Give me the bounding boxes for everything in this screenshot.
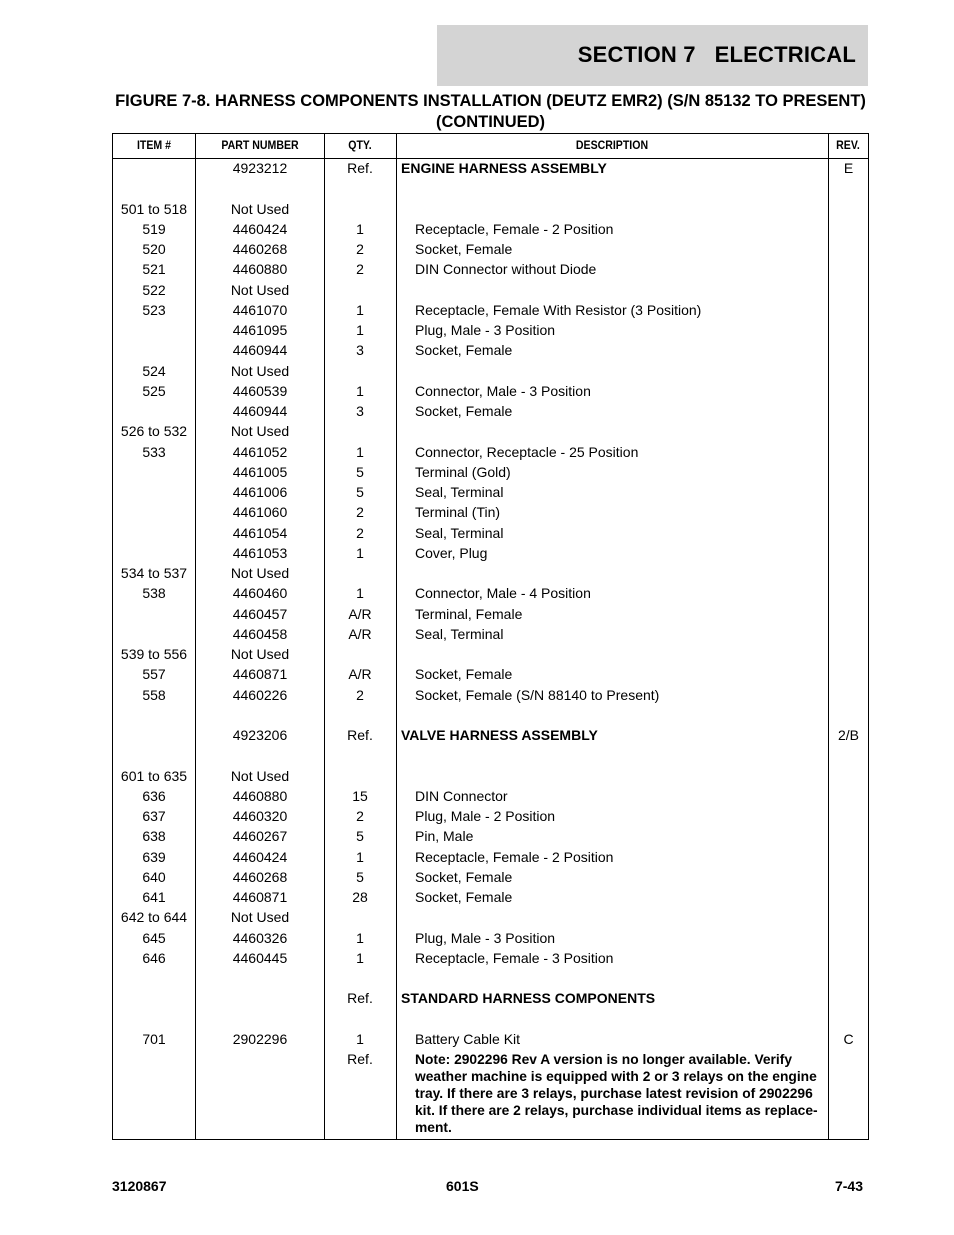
description-cell: Socket, Female: [415, 342, 513, 359]
part-number-cell: 4460226: [232, 686, 288, 703]
part-number-cell: 4461054: [232, 524, 288, 541]
part-number-cell: 4460267: [232, 828, 288, 845]
table-row: [113, 604, 868, 624]
description-cell: Terminal (Tin): [415, 504, 501, 521]
quantity-cell: 1: [356, 544, 364, 561]
table-row: [113, 523, 868, 543]
document-number: 3120867: [112, 1178, 167, 1194]
table-row: [113, 502, 868, 522]
item-number-cell: 636: [142, 787, 166, 804]
item-number-cell: 601 to 635: [120, 767, 188, 784]
quantity-cell: 1: [356, 585, 364, 602]
item-number-cell: 520: [142, 241, 166, 257]
part-number-cell: 4461070: [232, 301, 288, 318]
table-row: [113, 907, 868, 927]
part-number-cell: 2902296: [232, 1030, 288, 1047]
part-number-cell: Not Used: [230, 362, 290, 379]
description-cell: Plug, Male - 3 Position: [415, 322, 556, 338]
description-cell: Seal, Terminal: [415, 524, 504, 541]
part-number-cell: Not Used: [230, 909, 290, 926]
quantity-cell: 2: [356, 504, 364, 521]
quantity-cell: 28: [352, 889, 368, 905]
description-cell: Receptacle, Female - 3 Position: [415, 949, 614, 966]
description-cell: Connector, Receptacle - 25 Position: [415, 443, 639, 460]
table-row: [113, 583, 868, 603]
part-number-cell: 4461095: [232, 322, 288, 338]
description-cell: Pin, Male: [415, 828, 474, 845]
quantity-cell: Ref.: [347, 727, 373, 743]
quantity-cell: Ref.: [347, 990, 373, 1007]
quantity-cell: 1: [356, 848, 364, 865]
page-number: 7-43: [834, 1178, 863, 1194]
item-number-cell: 539 to 556: [120, 646, 188, 662]
part-number-cell: 4460458: [232, 625, 288, 642]
table-row: [113, 867, 868, 887]
part-number-cell: 4460268: [232, 241, 288, 257]
part-number-cell: 4460871: [232, 666, 288, 683]
blank-row: [113, 1009, 868, 1029]
part-number-cell: 4460460: [232, 585, 288, 602]
table-row: [113, 259, 868, 279]
quantity-cell: 1: [356, 1030, 364, 1047]
table-row: [113, 280, 868, 300]
part-number-cell: 4460871: [232, 889, 288, 905]
quantity-cell: 2: [356, 686, 364, 703]
part-number-cell: 4460944: [232, 403, 288, 419]
header-description: DESCRIPTION: [575, 138, 649, 152]
quantity-cell: 5: [356, 484, 364, 500]
blank-row: [113, 745, 868, 765]
part-number-cell: Not Used: [230, 281, 290, 298]
quantity-cell: 3: [356, 403, 364, 419]
part-number-cell: 4460424: [232, 848, 288, 865]
item-number-cell: 538: [142, 585, 166, 602]
part-number-cell: 4460944: [232, 342, 288, 359]
table-row: [113, 644, 868, 664]
table-body: [113, 158, 868, 1135]
item-number-cell: 646: [142, 949, 166, 966]
description-cell: Receptacle, Female - 2 Position: [415, 848, 614, 865]
description-cell: Seal, Terminal: [415, 625, 504, 642]
table-row: [113, 806, 868, 826]
quantity-cell: 1: [356, 220, 364, 237]
header-rev: REV.: [836, 138, 860, 152]
part-number-cell: 4923206: [232, 727, 288, 743]
blank-row: [113, 705, 868, 725]
section-header-box: [437, 25, 868, 86]
item-number-cell: 524: [142, 362, 166, 379]
quantity-cell: 1: [356, 322, 364, 338]
item-number-cell: 640: [142, 868, 166, 885]
item-number-cell: 701: [142, 1030, 166, 1047]
part-number-cell: Not Used: [230, 423, 290, 440]
part-number-cell: 4460326: [232, 929, 288, 946]
table-row: [113, 887, 868, 907]
description-cell: Connector, Male - 3 Position: [415, 382, 591, 399]
item-number-cell: 533: [142, 443, 166, 460]
header-item: ITEM #: [136, 138, 172, 152]
part-number-cell: Not Used: [230, 565, 290, 581]
quantity-cell: 1: [356, 382, 364, 399]
part-number-cell: Not Used: [230, 767, 290, 784]
revision-cell: 2/B: [837, 727, 859, 743]
table-row: [113, 300, 868, 320]
table-row: [113, 421, 868, 441]
quantity-cell: 1: [356, 929, 364, 946]
table-row: [113, 624, 868, 644]
quantity-cell: 1: [356, 443, 364, 460]
part-number-cell: 4461052: [232, 443, 288, 460]
part-number-cell: Not Used: [230, 200, 290, 217]
table-row: [113, 685, 868, 705]
description-cell: Socket, Female: [415, 868, 513, 885]
table-row: [113, 948, 868, 968]
header-qty: QTY.: [348, 138, 372, 152]
part-number-cell: 4460320: [232, 808, 288, 824]
table-row: [113, 158, 868, 178]
table-row: [113, 725, 868, 745]
description-cell: Socket, Female (S/N 88140 to Present): [415, 686, 660, 703]
description-cell: Socket, Female: [415, 889, 513, 905]
table-row: [113, 786, 868, 806]
item-number-cell: 641: [142, 889, 166, 905]
description-cell: Connector, Male - 4 Position: [415, 585, 591, 602]
section-title: SECTION 7 ELECTRICAL: [577, 42, 856, 67]
item-number-cell: 558: [142, 686, 166, 703]
quantity-cell: Ref.: [347, 160, 373, 176]
item-number-cell: 645: [142, 929, 166, 946]
revision-cell: E: [843, 160, 854, 176]
quantity-cell: 15: [352, 787, 368, 804]
quantity-cell: A/R: [348, 605, 372, 622]
description-cell: Plug, Male - 3 Position: [415, 929, 556, 946]
table-row: [113, 1029, 868, 1049]
part-number-cell: 4460539: [232, 382, 288, 399]
description-cell: STANDARD HARNESS COMPONENTS: [401, 990, 656, 1007]
table-row: [113, 381, 868, 401]
quantity-cell: 2: [356, 241, 364, 257]
quantity-cell: A/R: [348, 666, 372, 683]
blank-row: [113, 968, 868, 988]
item-number-cell: 519: [142, 220, 166, 237]
table-row: [113, 462, 868, 482]
item-number-cell: 526 to 532: [120, 423, 188, 440]
description-cell: Terminal (Gold): [415, 463, 511, 480]
table-row: [113, 664, 868, 684]
table-row: [113, 563, 868, 583]
table-row: [113, 361, 868, 381]
description-cell: DIN Connector: [415, 787, 508, 804]
description-cell: Cover, Plug: [415, 544, 488, 561]
item-number-cell: 521: [142, 261, 166, 278]
description-cell: VALVE HARNESS ASSEMBLY: [401, 727, 598, 743]
item-number-cell: 501 to 518: [120, 200, 188, 217]
revision-cell: C: [843, 1030, 854, 1047]
table-row: [113, 239, 868, 259]
item-number-cell: 523: [142, 301, 166, 318]
table-row: [113, 826, 868, 846]
item-number-cell: 534 to 537: [120, 565, 188, 581]
table-row: [113, 199, 868, 219]
item-number-cell: 525: [142, 382, 166, 399]
note-text: Note: 2902296 Rev A version is no longer available. Verify weather machine is equipped with 2 or 3 relays on the engine tray. If there are 3 relays, purchase latest revision of 2902296 kit. If there are 2 relays, purchase individual items as replace-ment.: [415, 1052, 818, 1135]
item-number-cell: 637: [142, 808, 166, 824]
description-cell: DIN Connector without Diode: [415, 261, 597, 278]
part-number-cell: 4461053: [232, 544, 288, 561]
part-number-cell: 4460880: [232, 261, 288, 278]
table-row: [113, 482, 868, 502]
quantity-cell: 5: [356, 828, 364, 845]
part-number-cell: 4460424: [232, 220, 288, 237]
description-cell: Receptacle, Female - 2 Position: [415, 220, 614, 237]
quantity-cell: Ref.: [347, 1051, 373, 1067]
table-row: [113, 988, 868, 1008]
description-cell: Socket, Female: [415, 666, 513, 683]
table-row: [113, 442, 868, 462]
description-cell: Battery Cable Kit: [415, 1030, 521, 1047]
description-cell: Terminal, Female: [415, 605, 523, 622]
part-number-cell: 4461006: [232, 484, 288, 500]
description-cell: Seal, Terminal: [415, 484, 504, 500]
quantity-cell: 3: [356, 342, 364, 359]
quantity-cell: 5: [356, 868, 364, 885]
part-number-cell: 4923212: [232, 160, 288, 176]
description-cell: Socket, Female: [415, 403, 513, 419]
quantity-cell: 5: [356, 463, 364, 480]
table-row: [113, 320, 868, 340]
description-cell: Receptacle, Female With Resistor (3 Position): [415, 301, 702, 318]
quantity-cell: 2: [356, 808, 364, 824]
quantity-cell: A/R: [348, 625, 372, 642]
part-number-cell: 4460445: [232, 949, 288, 966]
figure-title: FIGURE 7-8. HARNESS COMPONENTS INSTALLATION (DEUTZ EMR2) (S/N 85132 TO PRESENT) (CONTINUED): [115, 92, 866, 131]
item-number-cell: 639: [142, 848, 166, 865]
quantity-cell: 2: [356, 524, 364, 541]
quantity-cell: 1: [356, 949, 364, 966]
blank-row: [113, 178, 868, 198]
description-cell: Socket, Female: [415, 241, 513, 257]
table-row: [113, 928, 868, 948]
item-number-cell: 638: [142, 828, 166, 845]
item-number-cell: 557: [142, 666, 166, 683]
table-row: [113, 766, 868, 786]
quantity-cell: 1: [356, 301, 364, 318]
item-number-cell: 522: [142, 281, 166, 298]
part-number-cell: 4460880: [232, 787, 288, 804]
header-part-number: PART NUMBER: [221, 138, 299, 152]
item-number-cell: 642 to 644: [120, 909, 188, 926]
quantity-cell: 2: [356, 261, 364, 278]
part-number-cell: Not Used: [230, 646, 290, 662]
table-row: [113, 340, 868, 360]
part-number-cell: 4460457: [232, 605, 288, 622]
table-row: [113, 847, 868, 867]
model-number: 601S: [446, 1178, 479, 1194]
description-cell: Plug, Male - 2 Position: [415, 808, 556, 824]
part-number-cell: 4461060: [232, 504, 288, 521]
table-row: [113, 219, 868, 239]
description-cell: ENGINE HARNESS ASSEMBLY: [401, 160, 607, 176]
table-row: [113, 401, 868, 421]
part-number-cell: 4460268: [232, 868, 288, 885]
note-row: [113, 1049, 868, 1135]
part-number-cell: 4461005: [232, 463, 288, 480]
table-row: [113, 543, 868, 563]
